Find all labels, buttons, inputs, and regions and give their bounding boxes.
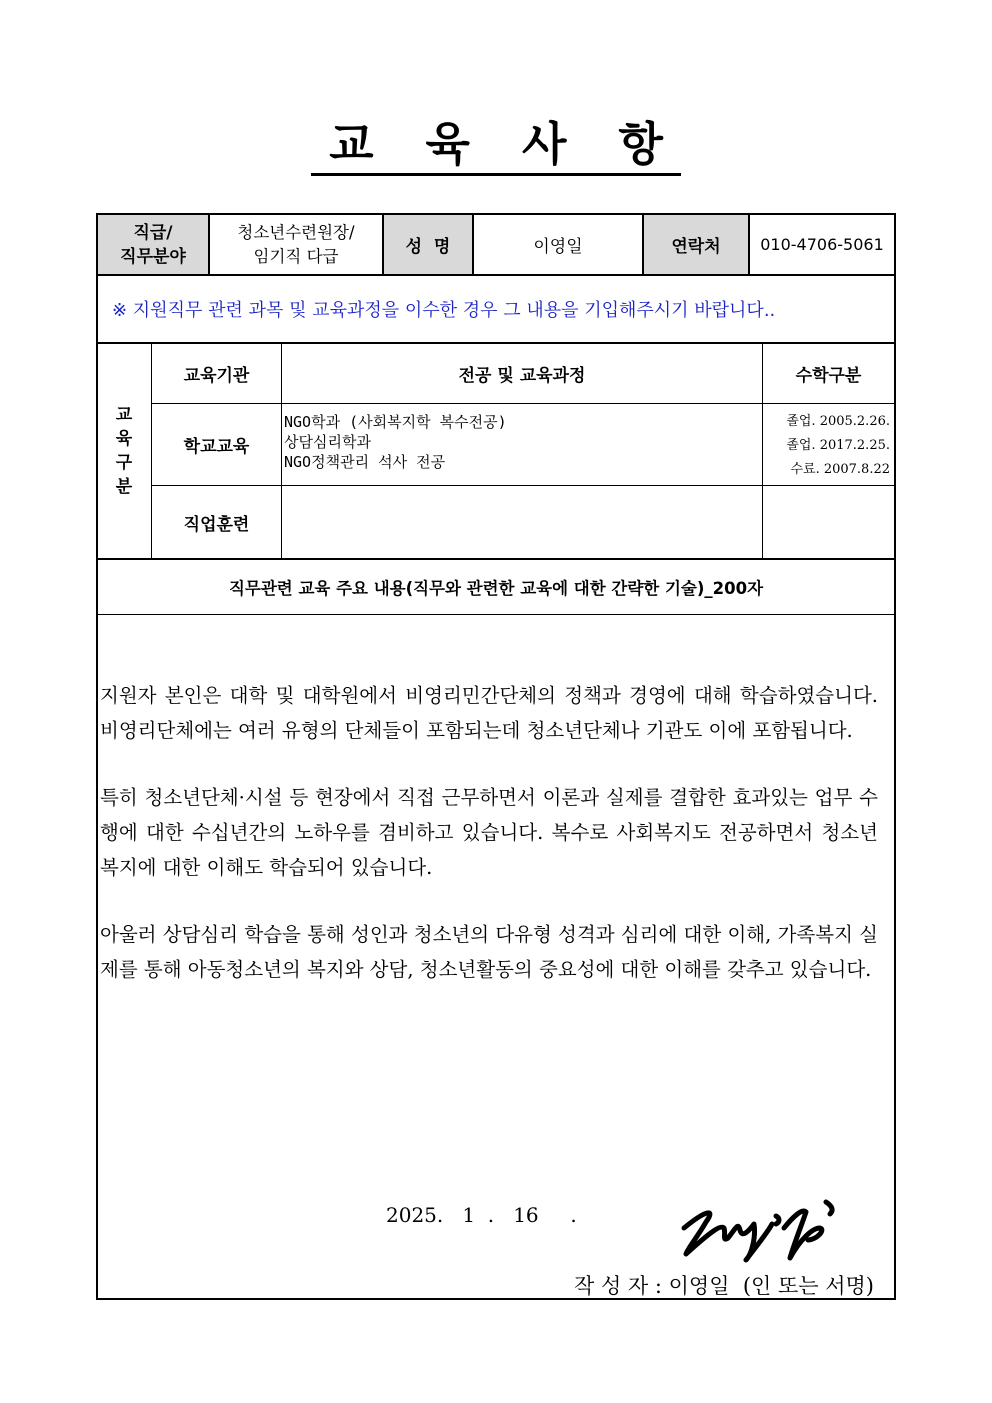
- position-value: 청소년수련원장/ 임기직 다급: [237, 222, 355, 266]
- position-label: 직급/ 직무분야: [98, 215, 208, 274]
- status-item: 졸업. 2005.2.26.: [786, 414, 890, 429]
- summary-paragraph: 특히 청소년단체·시설 등 현장에서 직접 근무하면서 이론과 실제를 결합한 효과있는 업무 수행에 대한 수십년간의 노하우를 겸비하고 있습니다. 복수로 사회복지도 전공하면서 청소년 복지에 대한 이해도 학습되어 있습니다.: [100, 786, 878, 879]
- status-item: 졸업. 2017.2.25.: [786, 438, 890, 453]
- author-line: 작 성 자 : 이영일 (인 또는 서명): [573, 1274, 874, 1298]
- notice-text: ※ 지원직무 관련 과목 및 교육과정을 이수한 경우 그 내용을 기입해주시기 바랍니다..: [112, 300, 776, 321]
- contact-value: 010-4706-5061: [760, 235, 884, 254]
- education-section-label: 교 육 구 분: [115, 405, 133, 497]
- school-education-label: 학교교육: [183, 437, 250, 457]
- school-courses: [284, 412, 507, 472]
- vocational-training-label: 직업훈련: [183, 514, 250, 535]
- name-value: 이영일: [533, 237, 583, 257]
- summary-header: 직무관련 교육 주요 내용(직무와 관련한 교육에 대한 간략한 기술)_200자: [228, 579, 764, 598]
- status-item: 수료. 2007.8.22: [790, 462, 890, 477]
- col-status-header: 수학구분: [795, 366, 862, 386]
- col-course-header: 전공 및 교육과정: [458, 366, 586, 386]
- course-item: 상담심리학과: [284, 433, 371, 451]
- summary-paragraph: 아울러 상담심리 학습을 통해 성인과 청소년의 다유형 성격과 심리에 대한 이해, 가족복지 실제를 통해 아동청소년의 복지와 상담, 청소년활동의 중요성에 대한 이해를 갖추고 있습니다.: [100, 923, 878, 981]
- contact-label: 연락처: [644, 215, 748, 274]
- school-status: [764, 410, 890, 482]
- summary-paragraph: 지원자 본인은 대학 및 대학원에서 비영리민간단체의 정책과 경영에 대해 학습하였습니다. 비영리단체에는 여러 유형의 단체들이 포함되는데 청소년단체나 기관도 이에 포함됩니다.: [100, 684, 878, 742]
- signature-image: [676, 1188, 846, 1268]
- col-institution-header: 교육기관: [183, 366, 250, 386]
- date-text: 2025. 1 . 16 .: [386, 1203, 577, 1227]
- course-item: NGO정책관리 석사 전공: [284, 453, 446, 471]
- education-summary-content: [100, 678, 878, 1019]
- document-title: 교 육 사 항: [0, 108, 992, 174]
- course-item: NGO학과 (사회복지학 복수전공): [284, 413, 507, 431]
- name-label: 성 명: [384, 215, 472, 274]
